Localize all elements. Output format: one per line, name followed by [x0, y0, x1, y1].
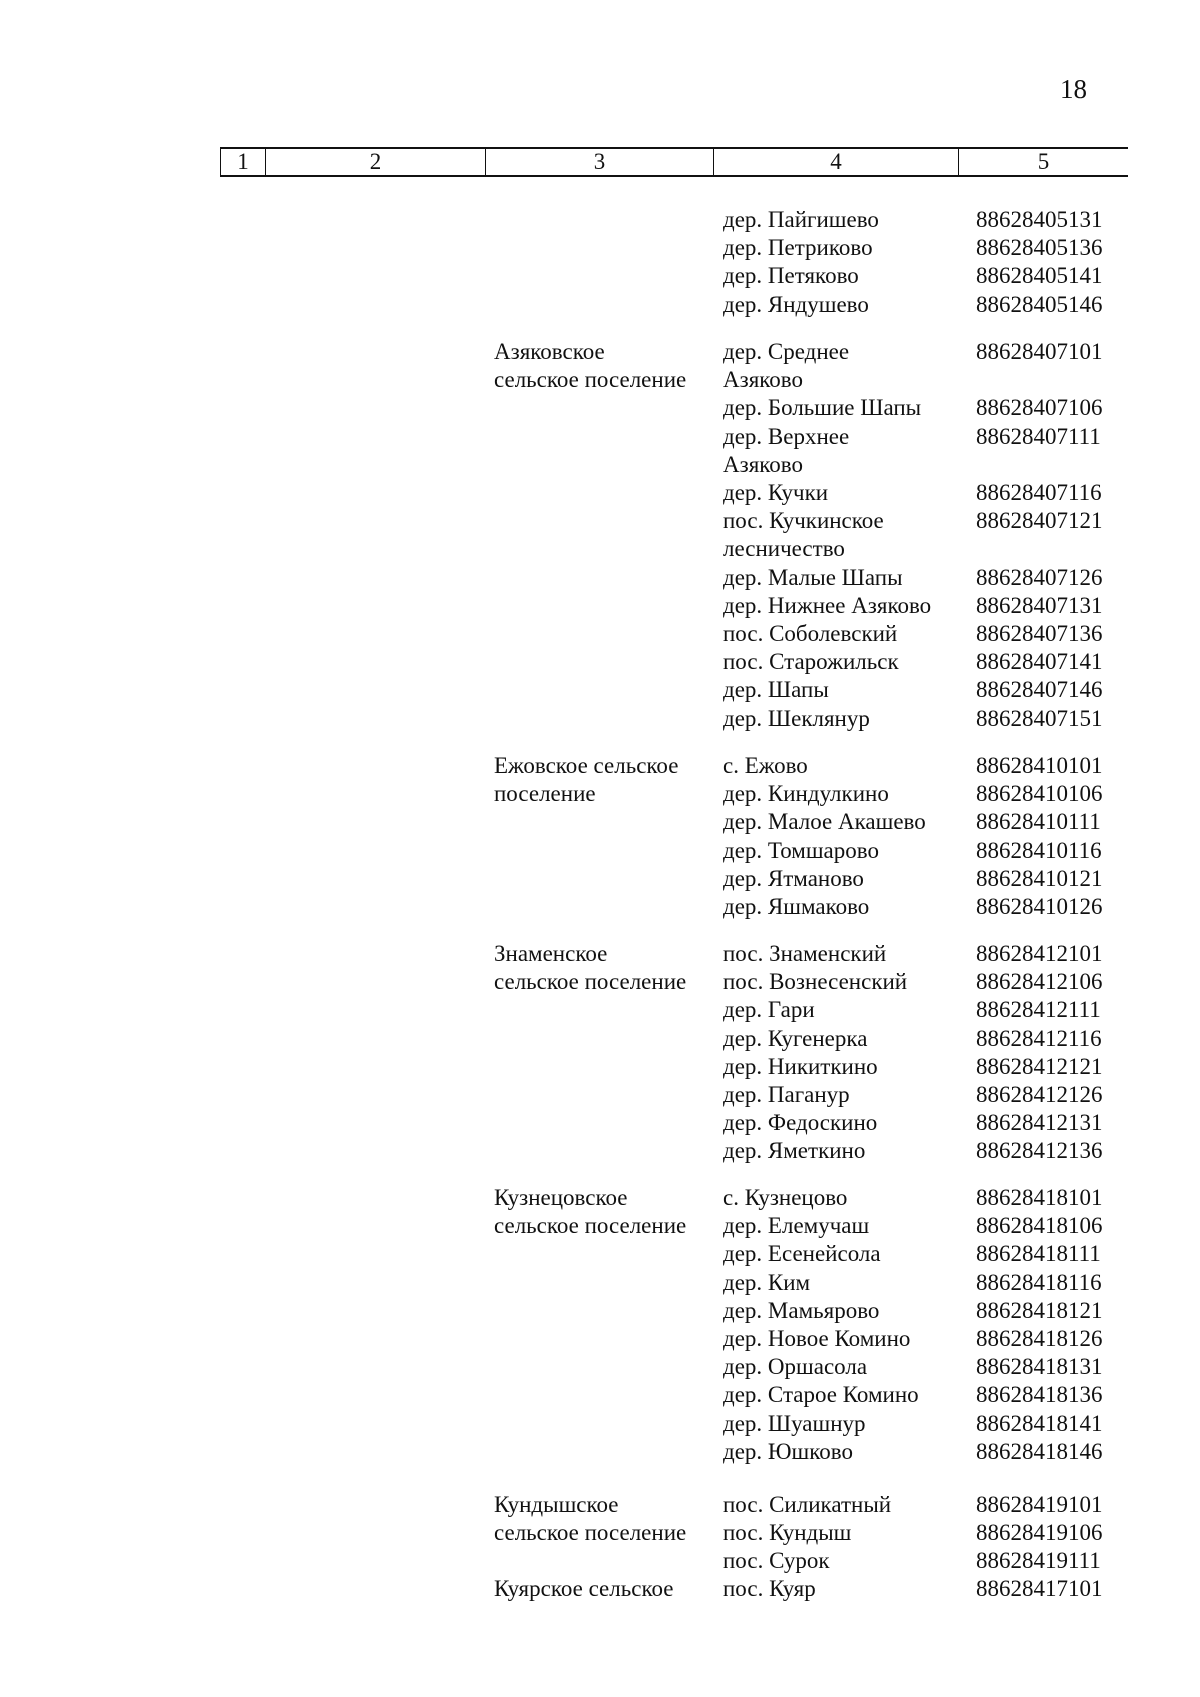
- oktmo-code: 88628405136: [976, 235, 1103, 260]
- table-row: [0, 1081, 1200, 1109]
- table-row: [0, 968, 1200, 996]
- table-row: [0, 837, 1200, 865]
- oktmo-code: 88628418126: [976, 1326, 1103, 1351]
- place-name: дер. Кугенерка: [723, 1026, 868, 1051]
- oktmo-code: 88628410101: [976, 753, 1103, 778]
- table-row: [0, 648, 1200, 676]
- place-name: дер. Кучки: [723, 480, 829, 505]
- place-name: дер. Петяково: [723, 263, 859, 288]
- place-name: дер. Ятманово: [723, 866, 864, 891]
- table-row: [0, 1575, 1200, 1603]
- oktmo-code: 88628412111: [976, 997, 1101, 1022]
- oktmo-code: 88628417101: [976, 1576, 1103, 1601]
- table-row: [0, 1519, 1200, 1547]
- place-name: пос. Вознесенский: [723, 969, 908, 994]
- oktmo-code: 88628410106: [976, 781, 1103, 806]
- table-row: [0, 262, 1200, 290]
- oktmo-code: 88628412131: [976, 1110, 1103, 1135]
- oktmo-code: 88628412136: [976, 1138, 1103, 1163]
- oktmo-code: 88628410111: [976, 809, 1101, 834]
- oktmo-code: 88628418141: [976, 1411, 1103, 1436]
- table-row: [0, 423, 1200, 451]
- place-name: с. Кузнецово: [723, 1185, 848, 1210]
- oktmo-code: 88628405131: [976, 207, 1103, 232]
- settlement-name: сельское поселение: [494, 367, 687, 392]
- oktmo-code: 88628407136: [976, 621, 1103, 646]
- place-name: пос. Старожильск: [723, 649, 899, 674]
- page-number: 18: [1060, 74, 1087, 104]
- place-name: пос. Кучкинское: [723, 508, 884, 533]
- place-name: дер. Томшарово: [723, 838, 879, 863]
- table-row: [0, 234, 1200, 262]
- table-row: [0, 893, 1200, 921]
- oktmo-code: 88628412106: [976, 969, 1103, 994]
- place-name: дер. Большие Шапы: [723, 395, 922, 420]
- oktmo-code: 88628405141: [976, 263, 1103, 288]
- place-name: пос. Кундыш: [723, 1520, 852, 1545]
- place-name: дер. Нижнее Азяково: [723, 593, 932, 618]
- place-name: дер. Ким: [723, 1270, 811, 1295]
- table-row: [0, 451, 1200, 479]
- place-name: дер. Яшмаково: [723, 894, 870, 919]
- settlement-name: поселение: [494, 781, 596, 806]
- oktmo-code: 88628418146: [976, 1439, 1103, 1464]
- header-col-2: 2: [266, 149, 486, 175]
- table-row: [0, 1491, 1200, 1519]
- oktmo-code: 88628419106: [976, 1520, 1103, 1545]
- place-name: дер. Верхнее: [723, 424, 850, 449]
- settlement-name: Ежовское сельское: [494, 753, 679, 778]
- place-name: дер. Юшково: [723, 1439, 853, 1464]
- place-name: пос. Соболевский: [723, 621, 898, 646]
- place-name: дер. Новое Комино: [723, 1326, 911, 1351]
- oktmo-code: 88628407151: [976, 706, 1103, 731]
- header-col-1: 1: [220, 149, 266, 175]
- place-name: дер. Гари: [723, 997, 815, 1022]
- table-row: [0, 1109, 1200, 1137]
- table-row: [0, 291, 1200, 319]
- place-name: дер. Елемучаш: [723, 1213, 870, 1238]
- table-row: [0, 1381, 1200, 1409]
- table-row: [0, 1547, 1200, 1575]
- oktmo-code: 88628418136: [976, 1382, 1103, 1407]
- table-row: [0, 940, 1200, 968]
- table-row: [0, 1410, 1200, 1438]
- table-row: [0, 366, 1200, 394]
- oktmo-code: 88628410116: [976, 838, 1102, 863]
- table-row: [0, 752, 1200, 780]
- place-name: дер. Малое Акашево: [723, 809, 926, 834]
- oktmo-code: 88628418106: [976, 1213, 1103, 1238]
- settlement-name: сельское поселение: [494, 1520, 687, 1545]
- settlement-name: Кузнецовское: [494, 1185, 628, 1210]
- oktmo-code: 88628418111: [976, 1241, 1101, 1266]
- oktmo-code: 88628410126: [976, 894, 1103, 919]
- settlement-name: Знаменское: [494, 941, 608, 966]
- table-row: [0, 808, 1200, 836]
- table-row: [0, 1240, 1200, 1268]
- place-name: дер. Пайгишево: [723, 207, 879, 232]
- table-row: [0, 705, 1200, 733]
- place-name: пос. Знаменский: [723, 941, 887, 966]
- place-name: дер. Паганур: [723, 1082, 850, 1107]
- oktmo-code: 88628412126: [976, 1082, 1103, 1107]
- table-row: [0, 780, 1200, 808]
- place-name: дер. Среднее: [723, 339, 850, 364]
- oktmo-code: 88628412101: [976, 941, 1103, 966]
- table-row: [0, 507, 1200, 535]
- oktmo-code: 88628407131: [976, 593, 1103, 618]
- table-row: [0, 1353, 1200, 1381]
- settlement-name: Азяковское: [494, 339, 605, 364]
- place-name: дер. Малые Шапы: [723, 565, 903, 590]
- settlement-name: сельское поселение: [494, 1213, 687, 1238]
- oktmo-code: 88628407126: [976, 565, 1103, 590]
- place-name: дер. Шапы: [723, 677, 829, 702]
- oktmo-code: 88628418131: [976, 1354, 1103, 1379]
- place-name: дер. Петриково: [723, 235, 873, 260]
- table-row: [0, 865, 1200, 893]
- settlement-name: сельское поселение: [494, 969, 687, 994]
- table-row: [0, 1184, 1200, 1212]
- oktmo-code: 88628407141: [976, 649, 1103, 674]
- table-row: [0, 1053, 1200, 1081]
- table-row: [0, 676, 1200, 704]
- oktmo-code: 88628407146: [976, 677, 1103, 702]
- table-row: [0, 620, 1200, 648]
- header-col-5: 5: [1037, 149, 1050, 174]
- place-name: дер. Яметкино: [723, 1138, 866, 1163]
- header-col-4: 4: [714, 149, 959, 175]
- place-name: пос. Силикатный: [723, 1492, 892, 1517]
- table-row: [0, 394, 1200, 422]
- table-row: [0, 535, 1200, 563]
- table-row: [0, 564, 1200, 592]
- oktmo-code: 88628407111: [976, 424, 1101, 449]
- place-name: дер. Есенейсола: [723, 1241, 881, 1266]
- place-name: Азяково: [723, 367, 803, 392]
- table-row: [0, 1137, 1200, 1165]
- oktmo-code: 88628407121: [976, 508, 1103, 533]
- table-header: [220, 147, 1128, 177]
- oktmo-code: 88628407106: [976, 395, 1103, 420]
- table-row: [0, 206, 1200, 234]
- place-name: Азяково: [723, 452, 803, 477]
- place-name: дер. Шеклянур: [723, 706, 870, 731]
- place-name: дер. Яндушево: [723, 292, 869, 317]
- place-name: дер. Федоскино: [723, 1110, 878, 1135]
- oktmo-code: 88628407101: [976, 339, 1103, 364]
- place-name: дер. Киндулкино: [723, 781, 889, 806]
- settlement-name: Куярское сельское: [494, 1576, 674, 1601]
- oktmo-code: 88628418116: [976, 1270, 1102, 1295]
- place-name: пос. Сурок: [723, 1548, 830, 1573]
- table-row: [0, 479, 1200, 507]
- table-row: [0, 1297, 1200, 1325]
- place-name: дер. Никиткино: [723, 1054, 878, 1079]
- place-name: лесничество: [723, 536, 845, 561]
- place-name: дер. Мамьярово: [723, 1298, 880, 1323]
- table-row: [0, 996, 1200, 1024]
- oktmo-code: 88628418121: [976, 1298, 1103, 1323]
- oktmo-code: 88628410121: [976, 866, 1103, 891]
- oktmo-code: 88628405146: [976, 292, 1103, 317]
- oktmo-code: 88628407116: [976, 480, 1102, 505]
- table-row: [0, 1025, 1200, 1053]
- oktmo-code: 88628419101: [976, 1492, 1103, 1517]
- place-name: дер. Шуашнур: [723, 1411, 866, 1436]
- table-row: [0, 1212, 1200, 1240]
- place-name: пос. Куяр: [723, 1576, 816, 1601]
- table-row: [0, 1438, 1200, 1466]
- table-row: [0, 338, 1200, 366]
- oktmo-code: 88628412121: [976, 1054, 1103, 1079]
- place-name: с. Ежово: [723, 753, 808, 778]
- oktmo-code: 88628419111: [976, 1548, 1101, 1573]
- table-row: [0, 1269, 1200, 1297]
- table-row: [0, 1325, 1200, 1353]
- table-row: [0, 592, 1200, 620]
- place-name: дер. Оршасола: [723, 1354, 868, 1379]
- settlement-name: Кундышское: [494, 1492, 619, 1517]
- oktmo-code: 88628412116: [976, 1026, 1102, 1051]
- place-name: дер. Старое Комино: [723, 1382, 919, 1407]
- header-col-3: 3: [486, 149, 714, 175]
- oktmo-code: 88628418101: [976, 1185, 1103, 1210]
